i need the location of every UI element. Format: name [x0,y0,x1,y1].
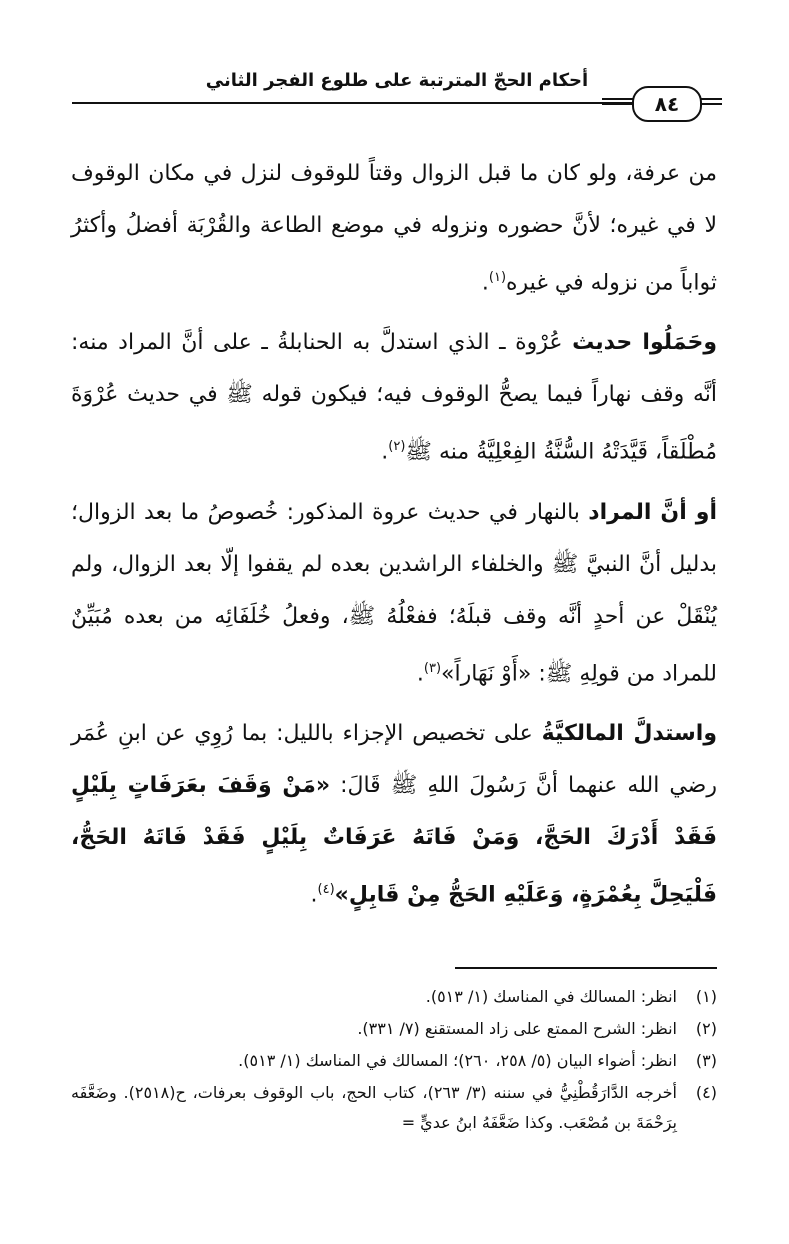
paragraph-tail: . [310,882,318,908]
running-header [72,70,722,132]
paragraph-lead: وحَمَلُوا حديث [572,330,717,356]
footnote-number: (١) [695,987,717,1006]
page-number: ٨٤ [632,86,702,122]
footnote-ref: (١) [488,270,507,285]
page-number-ornament [602,86,722,122]
footnote [71,1078,717,1138]
footnote [71,1014,717,1044]
main-text [71,148,717,929]
footnote-number: (٢) [695,1019,717,1038]
running-title: أحكام الحجّ المترتبة على طلوع الفجر الثاني [205,70,589,91]
paragraph-lead: واستدلَّ المالكيَّةُ [541,720,717,746]
footnote-ref: (٣) [423,660,442,676]
footnote [71,982,717,1012]
footnote-ref: (٢) [388,439,406,455]
header-rule [72,102,632,104]
footnote-separator [455,967,717,969]
paragraph-text: بالنهار في حديث عروة المذكور: خُصوصُ ما بعد الزوال؛ بدليل أنَّ النبيَّ ﷺ والخلفاء الراشدين بعده لم يقفوا إلّا بعد الزوال، ولم يُنْقَلْ عن أحدٍ أنَّه وقف قبلَهُ؛ ففعْلُهُ ﷺ، وفعلُ خُلَفَائِه من بعده مُبَيِّنٌ للمراد من قولِهِ ﷺ: «أَوْ نَهَاراً» [71,499,717,686]
hadith-quote: «مَنْ وَقَفَ بعَرَفَاتٍ بِلَيْلٍ فَقَدْ أَدْرَكَ الحَجَّ، وَمَنْ فَاتَهُ عَرَفَاتٌ بِلَيْلٍ فَقَدْ فَاتَهُ الحَجُّ، فَلْيَحِلَّ بِعُمْرَةٍ، وَعَلَيْهِ الحَجُّ مِنْ قَابِلٍ» [71,772,717,908]
footnote-text: انظر: الشرح الممتع على زاد المستقنع (٧/ ٣٣١). [357,1019,677,1038]
paragraph-text: عُرْوة ـ الذي استدلَّ به الحنابلةُ ـ على أنَّ المراد منه: أنَّه وقف نهاراً فيما يصحُّ الوقوف فيه؛ فيكون قوله ﷺ في حديث عُرْوَةَ مُطْلَقاً، قَيَّدَتْهُ السُّنَّةُ الفِعْلِيَّةُ منه ﷺ [71,330,717,465]
footnote-number: (٣) [695,1051,717,1070]
footnote-text: أخرجه الدَّارَقُطْنِيُّ في سننه (٣/ ٢٦٣)، كتاب الحج، باب الوقوف بعرفات، ح(٢٥١٨). وضَعَّفَه بِرَحْمَةَ بن مُصْعَب. وكذا ضَعَّفَهُ ابنُ عديٍّ = [71,1083,677,1132]
footnote-ref: (٤) [317,881,335,897]
paragraph [71,317,717,478]
paragraph-text: من عرفة، ولو كان ما قبل الزوال وقتاً للوقوف لنزل في مكان الوقوف لا في غيره؛ لأنَّ حضوره ونزوله في موضع الطاعة والقُرْبَة أفضلُ وأكثرُ ثواباً من نزوله في غيره [71,161,717,296]
paragraph-tail: . [481,270,489,296]
paragraph [71,487,717,700]
paragraph [71,148,717,309]
paragraph [71,708,717,921]
paragraph-tail: . [381,439,389,465]
paragraph-tail: . [416,660,424,686]
paragraph-text: على تخصيص الإجزاء بالليل: بما رُوِي عن ابنِ عُمَر رضي الله عنهما أنَّ رَسُولَ اللهِ ﷺ قَالَ: [71,720,717,798]
footnote-text: انظر: أضواء البيان (٥/ ٢٥٨، ٢٦٠)؛ المسالك في المناسك (١/ ٥١٣). [238,1051,677,1070]
footnote-number: (٤) [695,1083,717,1102]
footnote-text: انظر: المسالك في المناسك (١/ ٥١٣). [425,987,677,1006]
paragraph-lead: أو أنَّ المراد [588,499,718,525]
footnote [71,1046,717,1076]
footnotes [71,982,717,1140]
